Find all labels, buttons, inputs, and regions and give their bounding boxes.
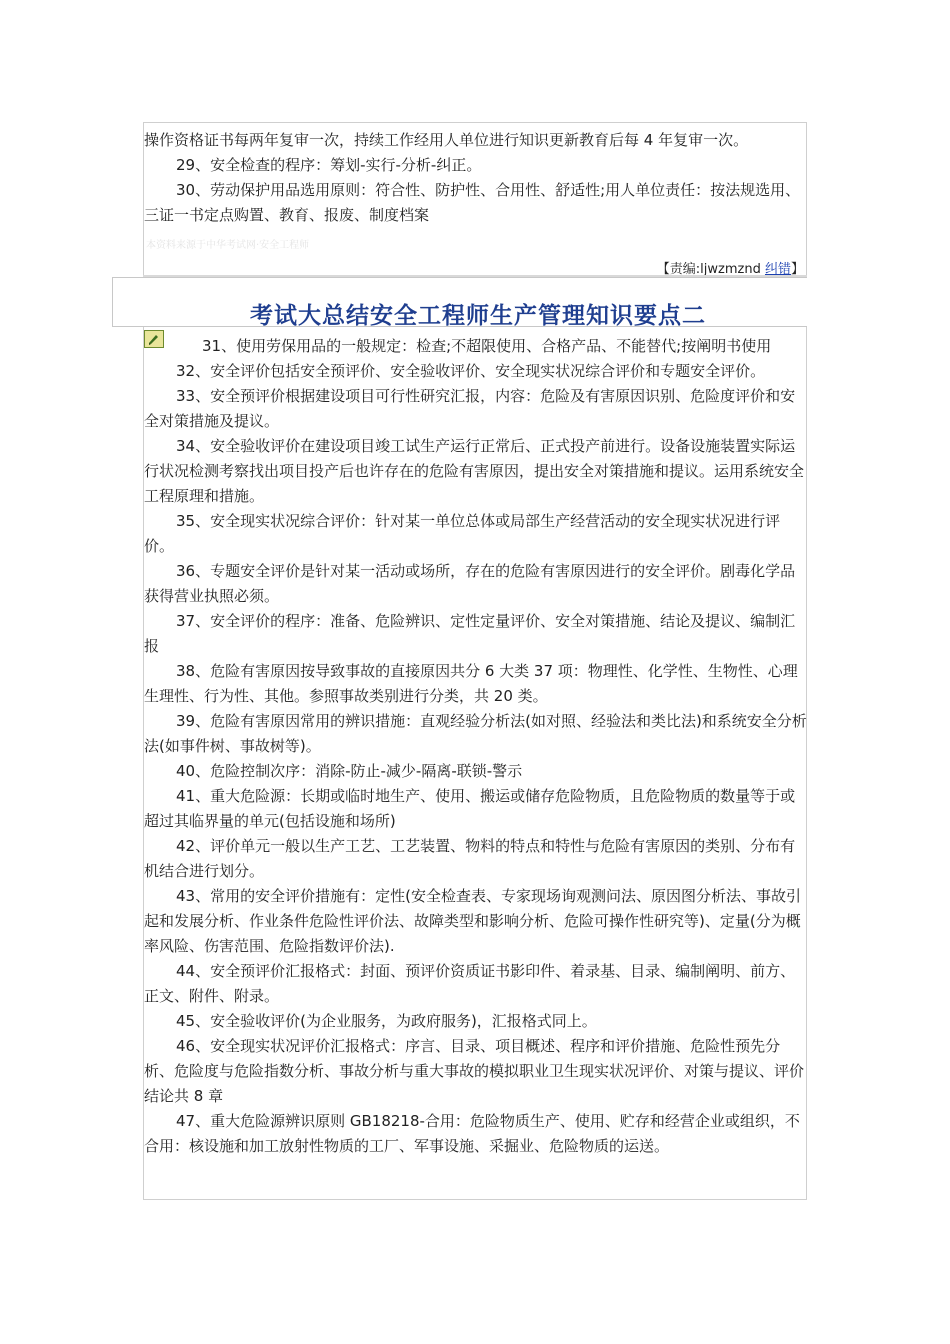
list-item: 45、安全验收评价(为企业服务，为政府服务)，汇报格式同上。 bbox=[176, 1012, 597, 1030]
list-item: 35、安全现实状况综合评价：针对某一单位总体或局部生产经营活动的安全现实状况进行评价。 bbox=[144, 512, 781, 555]
list-item: 43、常用的安全评价措施有：定性(安全检查表、专家现场询观测问法、原因图分析法、事故引起和发展分析、作业条件危险性评价法、故障类型和影响分析、危险可操作性研究等)、定量(分为概率风险、伤害范围、危险指数评价法). bbox=[144, 887, 801, 955]
list-item: 47、重大危险源辨识原则 GB18218-合用：危险物质生产、使用、贮存和经营企业或组织，不合用：核设施和加工放射性物质的工厂、军事设施、采掘业、危险物质的运送。 bbox=[144, 1112, 800, 1155]
editor-prefix: 【责编:ljwzmznd bbox=[656, 262, 765, 277]
editor-suffix: 】 bbox=[790, 262, 804, 277]
item-list bbox=[144, 334, 808, 1159]
list-item: 34、安全验收评价在建设项目竣工试生产运行正常后、正式投产前进行。设备设施装置实际运行状况检测考察找出项目投产后也许存在的危险有害原因，提出安全对策措施和提议。运用系统安全工程原理和措施。 bbox=[144, 437, 805, 505]
list-item: 33、安全预评价根据建设项目可行性研究汇报，内容：危险及有害原因识别、危险度评价和安全对策措施及提议。 bbox=[144, 387, 796, 430]
list-item: 32、安全评价包括安全预评价、安全验收评价、安全现实状况综合评价和专题安全评价。 bbox=[176, 362, 766, 380]
text-line: 操作资格证书每两年复审一次，持续工作经用人单位进行知识更新教育后每 4 年复审一次。 bbox=[144, 131, 749, 149]
list-item: 44、安全预评价汇报格式：封面、预评价资质证书影印件、着录基、目录、编制阐明、前方、正文、附件、附录。 bbox=[144, 962, 796, 1005]
item-29: 29、安全检查的程序：筹划-实行-分析-纠正。 bbox=[176, 156, 482, 174]
faint-source-text: 本资料来源于中华考试网·安全工程师 bbox=[146, 240, 310, 251]
list-item: 31、使用劳保用品的一般规定：检查;不超限使用、合格产品、不能替代;按阐明书使用 bbox=[202, 337, 772, 355]
list-item: 38、危险有害原因按导致事故的直接原因共分 6 大类 37 项：物理性、化学性、生物性、心理生理性、行为性、其他。参照事故类别进行分类，共 20 类。 bbox=[144, 662, 798, 705]
list-item: 41、重大危险源：长期或临时地生产、使用、搬运或储存危险物质，且危险物质的数量等于或超过其临界量的单元(包括设施和场所) bbox=[144, 787, 796, 830]
list-item: 36、专题安全评价是针对某一活动或场所，存在的危险有害原因进行的安全评价。剧毒化学品获得营业执照必须。 bbox=[144, 562, 796, 605]
list-item: 46、安全现实状况评价汇报格式：序言、目录、项目概述、程序和评价措施、危险性预先分析、危险度与危险指数分析、事故分析与重大事故的模拟职业卫生现实状况评价、对策与提议、评价结论共 8 章 bbox=[144, 1037, 805, 1105]
top-section bbox=[144, 128, 808, 228]
list-item: 39、危险有害原因常用的辨识措施：直观经验分析法(如对照、经验法和类比法)和系统安全分析法(如事件树、事故树等)。 bbox=[144, 712, 807, 755]
list-item: 40、危险控制次序：消除-防止-减少-隔离-联锁-警示 bbox=[176, 762, 523, 780]
item-30: 30、劳动保护用品选用原则：符合性、防护性、合用性、舒适性;用人单位责任：按法规选用、三证一书定点购置、教育、报废、制度档案 bbox=[144, 181, 801, 224]
page-title: 考试大总结安全工程师生产管理知识要点二 bbox=[250, 303, 706, 329]
list-item: 42、评价单元一般以生产工艺、工艺装置、物料的特点和特性与危险有害原因的类别、分布有机结合进行划分。 bbox=[144, 837, 796, 880]
list-item: 37、安全评价的程序：准备、危险辨识、定性定量评价、安全对策措施、结论及提议、编制汇报 bbox=[144, 612, 796, 655]
error-report-link[interactable]: 纠错 bbox=[764, 262, 791, 277]
